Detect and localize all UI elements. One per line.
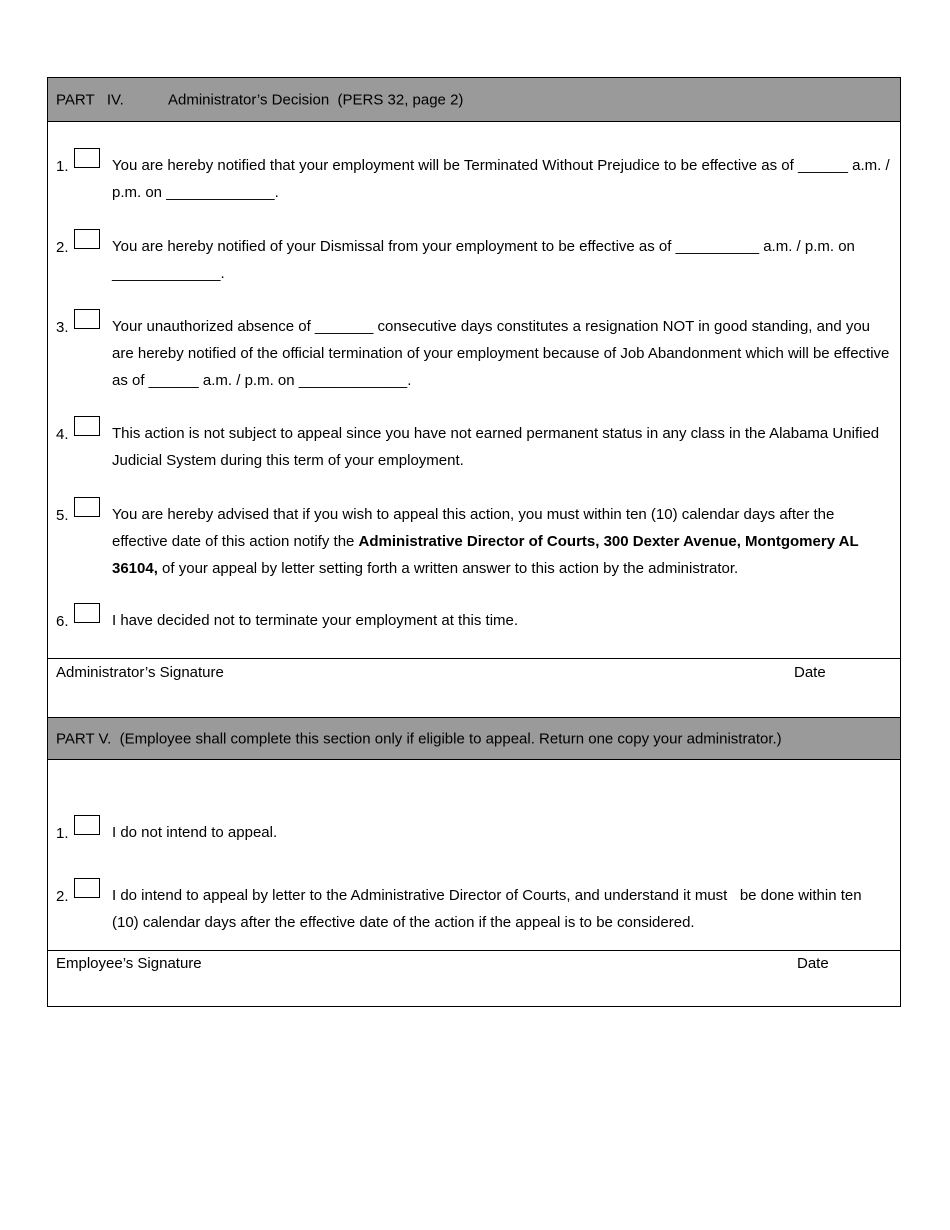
checkbox-terminated-without-prejudice[interactable] bbox=[74, 148, 100, 168]
item-text: Your unauthorized absence of _______ consecutive days constitutes a resignation NOT in good standing, and you are hereby notified of the official termination of your employment because of Job Abandonment which will be effective as of ______ a.m. / p.m. on _____________. bbox=[112, 318, 890, 389]
checkbox-intend-to-appeal[interactable] bbox=[74, 878, 100, 898]
checkbox-job-abandonment[interactable] bbox=[74, 309, 100, 329]
checkbox-appeal-advised[interactable] bbox=[74, 497, 100, 517]
item-text: You are hereby notified of your Dismissal from your employment to be effective as of __________ a.m. / p.m. on _____________. bbox=[112, 238, 855, 282]
checkbox-do-not-appeal[interactable] bbox=[74, 815, 100, 835]
item-number: 1. bbox=[56, 825, 69, 842]
part-iv-title: Administrator’s Decision (PERS 32, page 2) bbox=[168, 91, 464, 108]
employee-date-label: Date bbox=[797, 955, 829, 972]
part-v-title: PART V. (Employee shall complete this section only if eligible to appeal. Return one copy your administrator.) bbox=[56, 730, 782, 747]
divider bbox=[48, 658, 900, 659]
personnel-form bbox=[47, 77, 901, 1007]
administrator-signature-label: Administrator’s Signature bbox=[56, 664, 224, 681]
divider bbox=[48, 950, 900, 951]
item-number: 5. bbox=[56, 507, 69, 524]
item-text: I do not intend to appeal. bbox=[112, 824, 278, 841]
item-number: 2. bbox=[56, 888, 69, 905]
item-text: I have decided not to terminate your employment at this time. bbox=[112, 612, 519, 629]
item-text-after: of your appeal by letter setting forth a written answer to this action by the administrator. bbox=[157, 560, 739, 577]
part-iv-label: PART IV. bbox=[56, 91, 124, 108]
item-number: 6. bbox=[56, 613, 69, 630]
item-text bbox=[112, 501, 890, 582]
checkbox-not-subject-to-appeal[interactable] bbox=[74, 416, 100, 436]
item-text-before: You are hereby advised that if you wish to appeal this action, you must within ten (10) calendar days after the effective date of this action notify the bbox=[112, 506, 835, 550]
court-address: Administrative Director of Courts, 300 Dexter Avenue, Montgomery AL 36104, bbox=[112, 533, 859, 577]
item-number: 4. bbox=[56, 426, 69, 443]
checkbox-dismissal[interactable] bbox=[74, 229, 100, 249]
item-number: 3. bbox=[56, 319, 69, 336]
item-text: I do intend to appeal by letter to the Administrative Director of Courts, and understand it must be done within ten (10) calendar days after the effective date of the action if the appeal is to be considered. bbox=[112, 887, 866, 931]
administrator-date-label: Date bbox=[794, 664, 826, 681]
checkbox-not-terminate[interactable] bbox=[74, 603, 100, 623]
item-text: This action is not subject to appeal since you have not earned permanent status in any class in the Alabama Unified Judicial System during this term of your employment. bbox=[112, 425, 880, 469]
employee-signature-label: Employee’s Signature bbox=[56, 955, 202, 972]
part-v-header bbox=[48, 717, 900, 760]
item-number: 2. bbox=[56, 239, 69, 256]
item-text: You are hereby notified that your employment will be Terminated Without Prejudice to be effective as of ______ a.m. / p.m. on _____________. bbox=[112, 157, 890, 201]
part-iv-header bbox=[48, 78, 900, 122]
item-number: 1. bbox=[56, 158, 69, 175]
